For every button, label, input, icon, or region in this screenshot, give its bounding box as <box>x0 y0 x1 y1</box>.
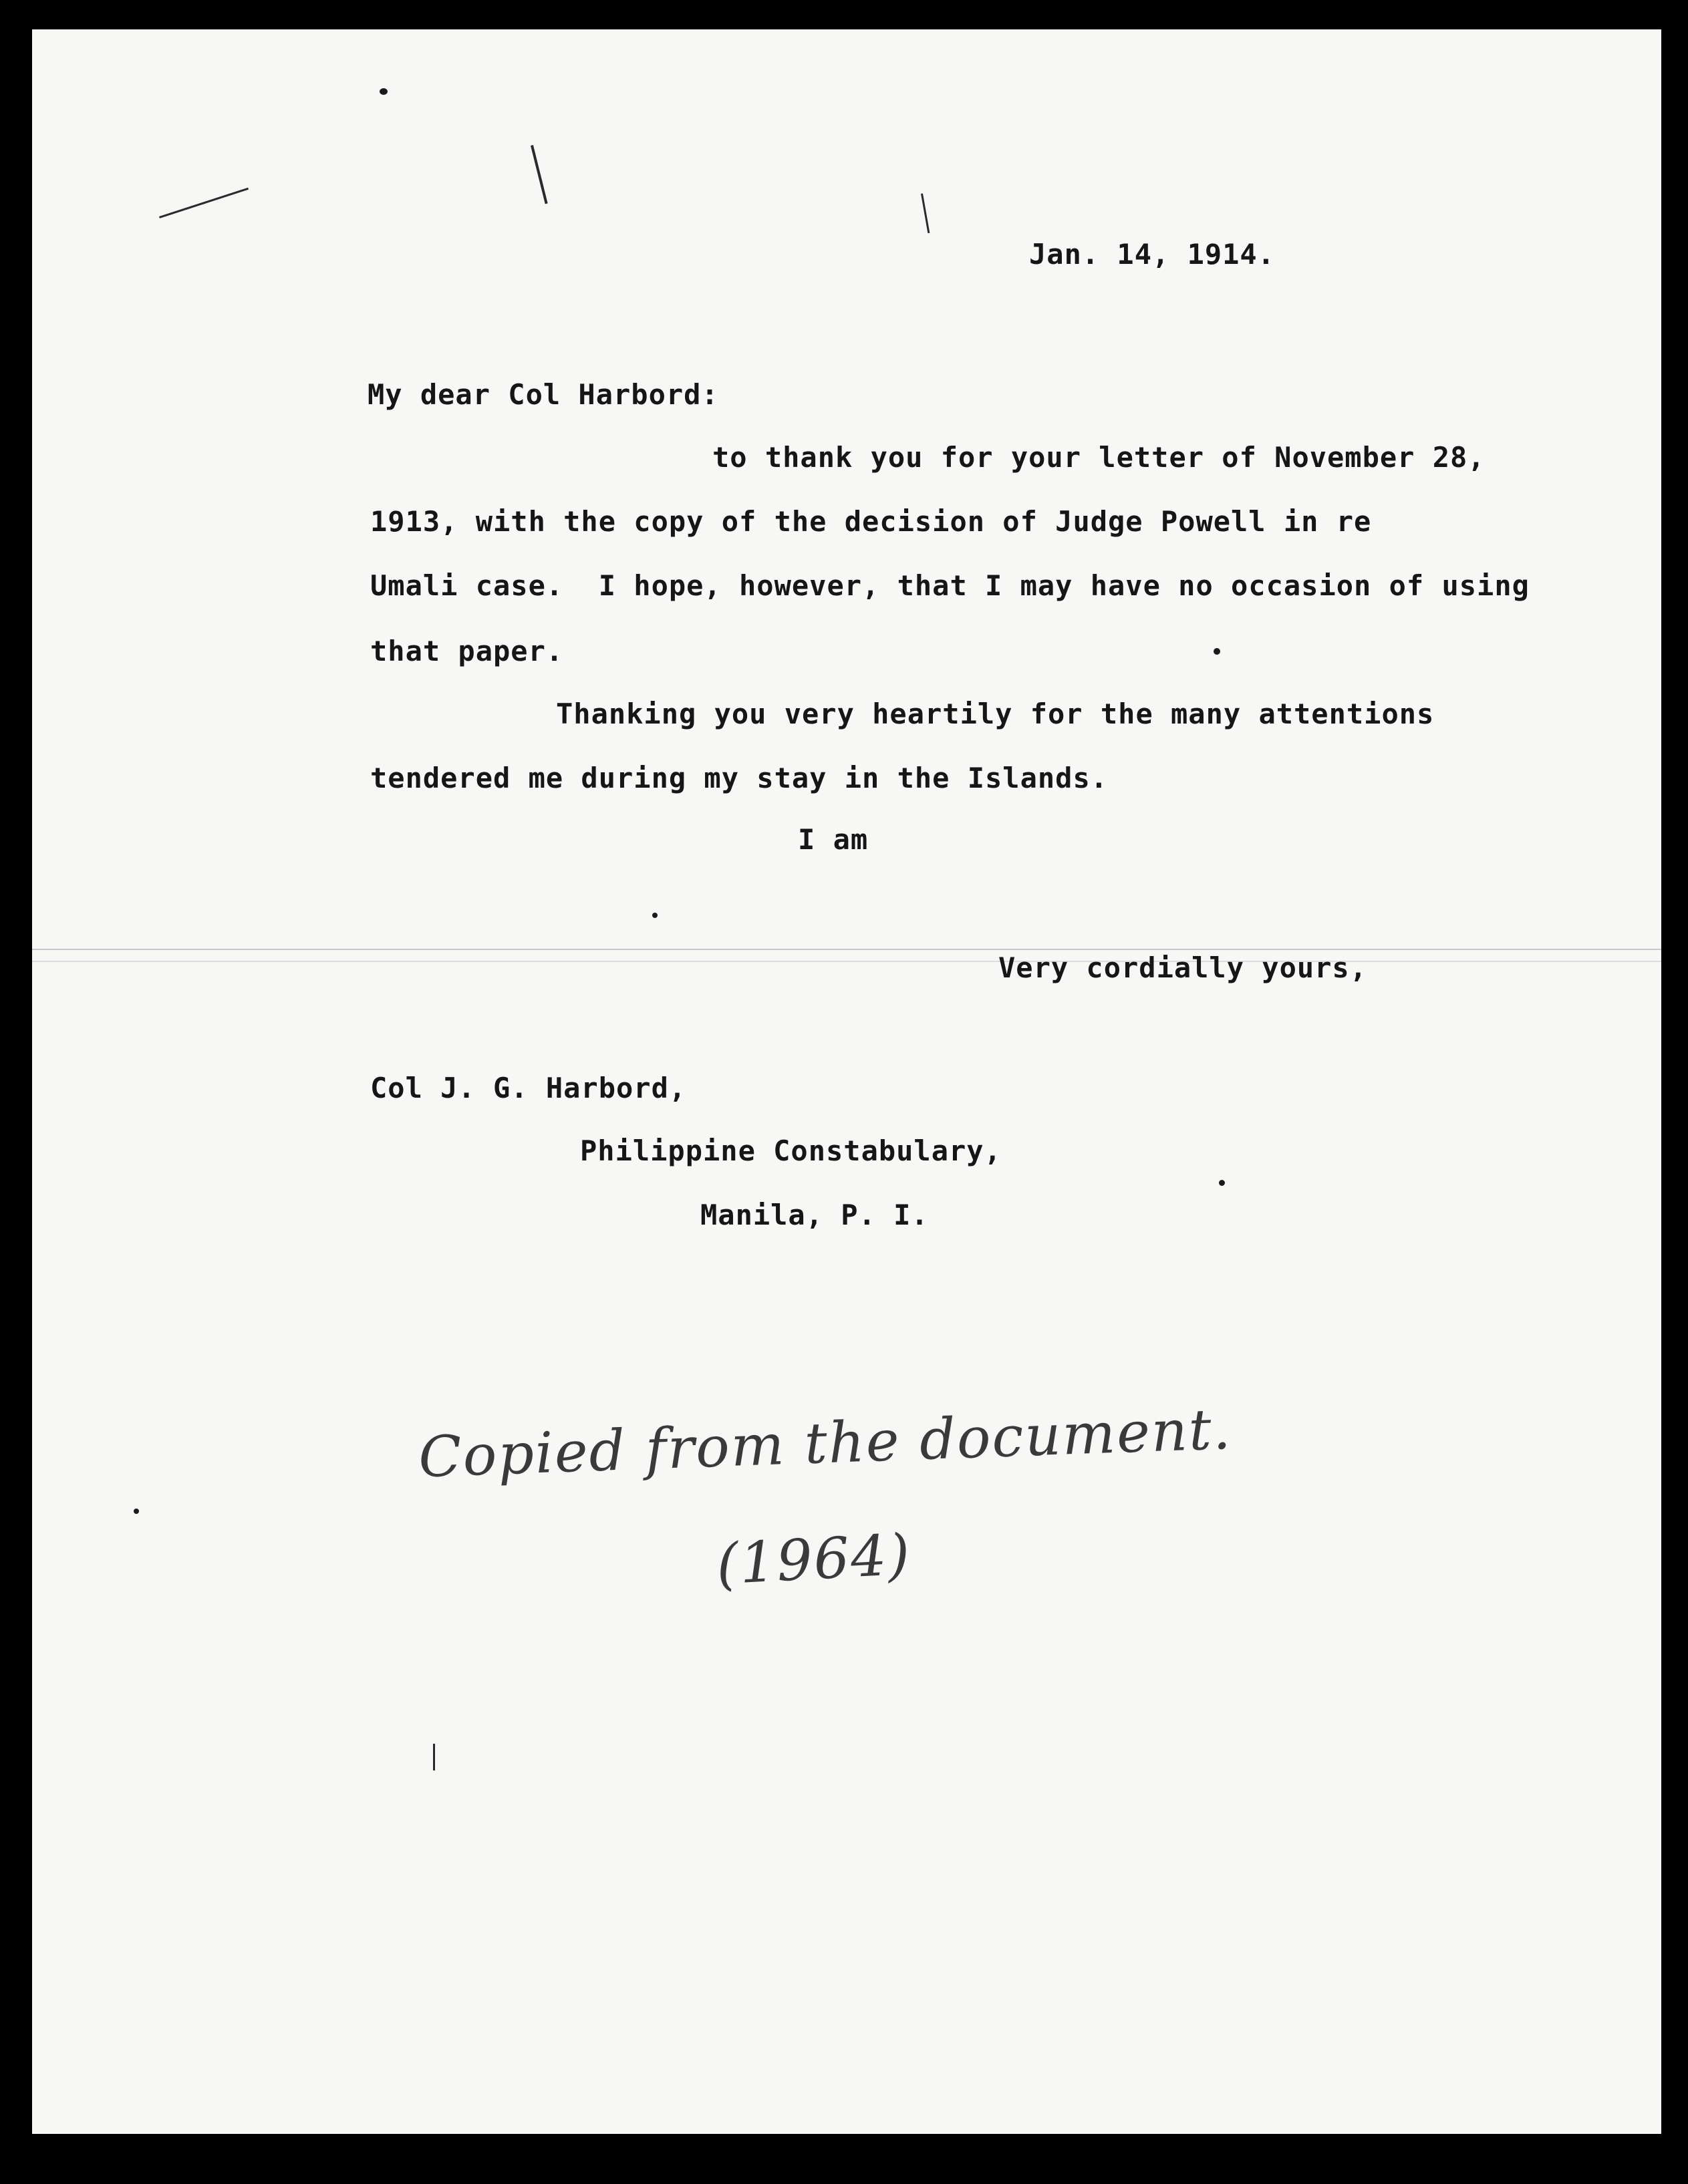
scan-line <box>32 949 1661 950</box>
body-line: to thank you for your letter of November 28, <box>712 441 1486 474</box>
scan-speck <box>1219 1180 1225 1186</box>
closing: Very cordially yours, <box>998 951 1368 984</box>
scan-speck <box>380 88 388 95</box>
address-name: Col J. G. Harbord, <box>370 1072 687 1104</box>
scan-speck <box>652 913 658 918</box>
scan-line <box>32 961 1661 962</box>
body-line: Umali case. I hope, however, that I may have no occasion of using <box>370 569 1530 602</box>
body-line: tendered me during my stay in the Islands. <box>370 762 1109 794</box>
closing-lead: I am <box>798 823 869 856</box>
scan-stroke <box>159 188 249 218</box>
scan-speck <box>1214 648 1220 655</box>
body-line: 1913, with the copy of the decision of Judge Powell in re <box>370 505 1372 538</box>
scan-stroke <box>531 145 548 204</box>
letter-date: Jan. 14, 1914. <box>1029 238 1276 271</box>
scan-speck <box>134 1509 139 1514</box>
body-line: Thanking you very heartily for the many attentions <box>556 697 1435 730</box>
letter-page <box>32 29 1661 2134</box>
address-organization: Philippine Constabulary, <box>580 1134 1002 1167</box>
address-city: Manila, P. I. <box>700 1199 929 1231</box>
handwritten-note: Copied from the document. <box>417 1396 1233 1491</box>
scan-stroke <box>921 193 930 233</box>
handwritten-year: (1964) <box>714 1521 913 1597</box>
body-line: that paper. <box>370 635 564 667</box>
salutation: My dear Col Harbord: <box>368 378 719 411</box>
scan-stroke <box>433 1744 435 1770</box>
